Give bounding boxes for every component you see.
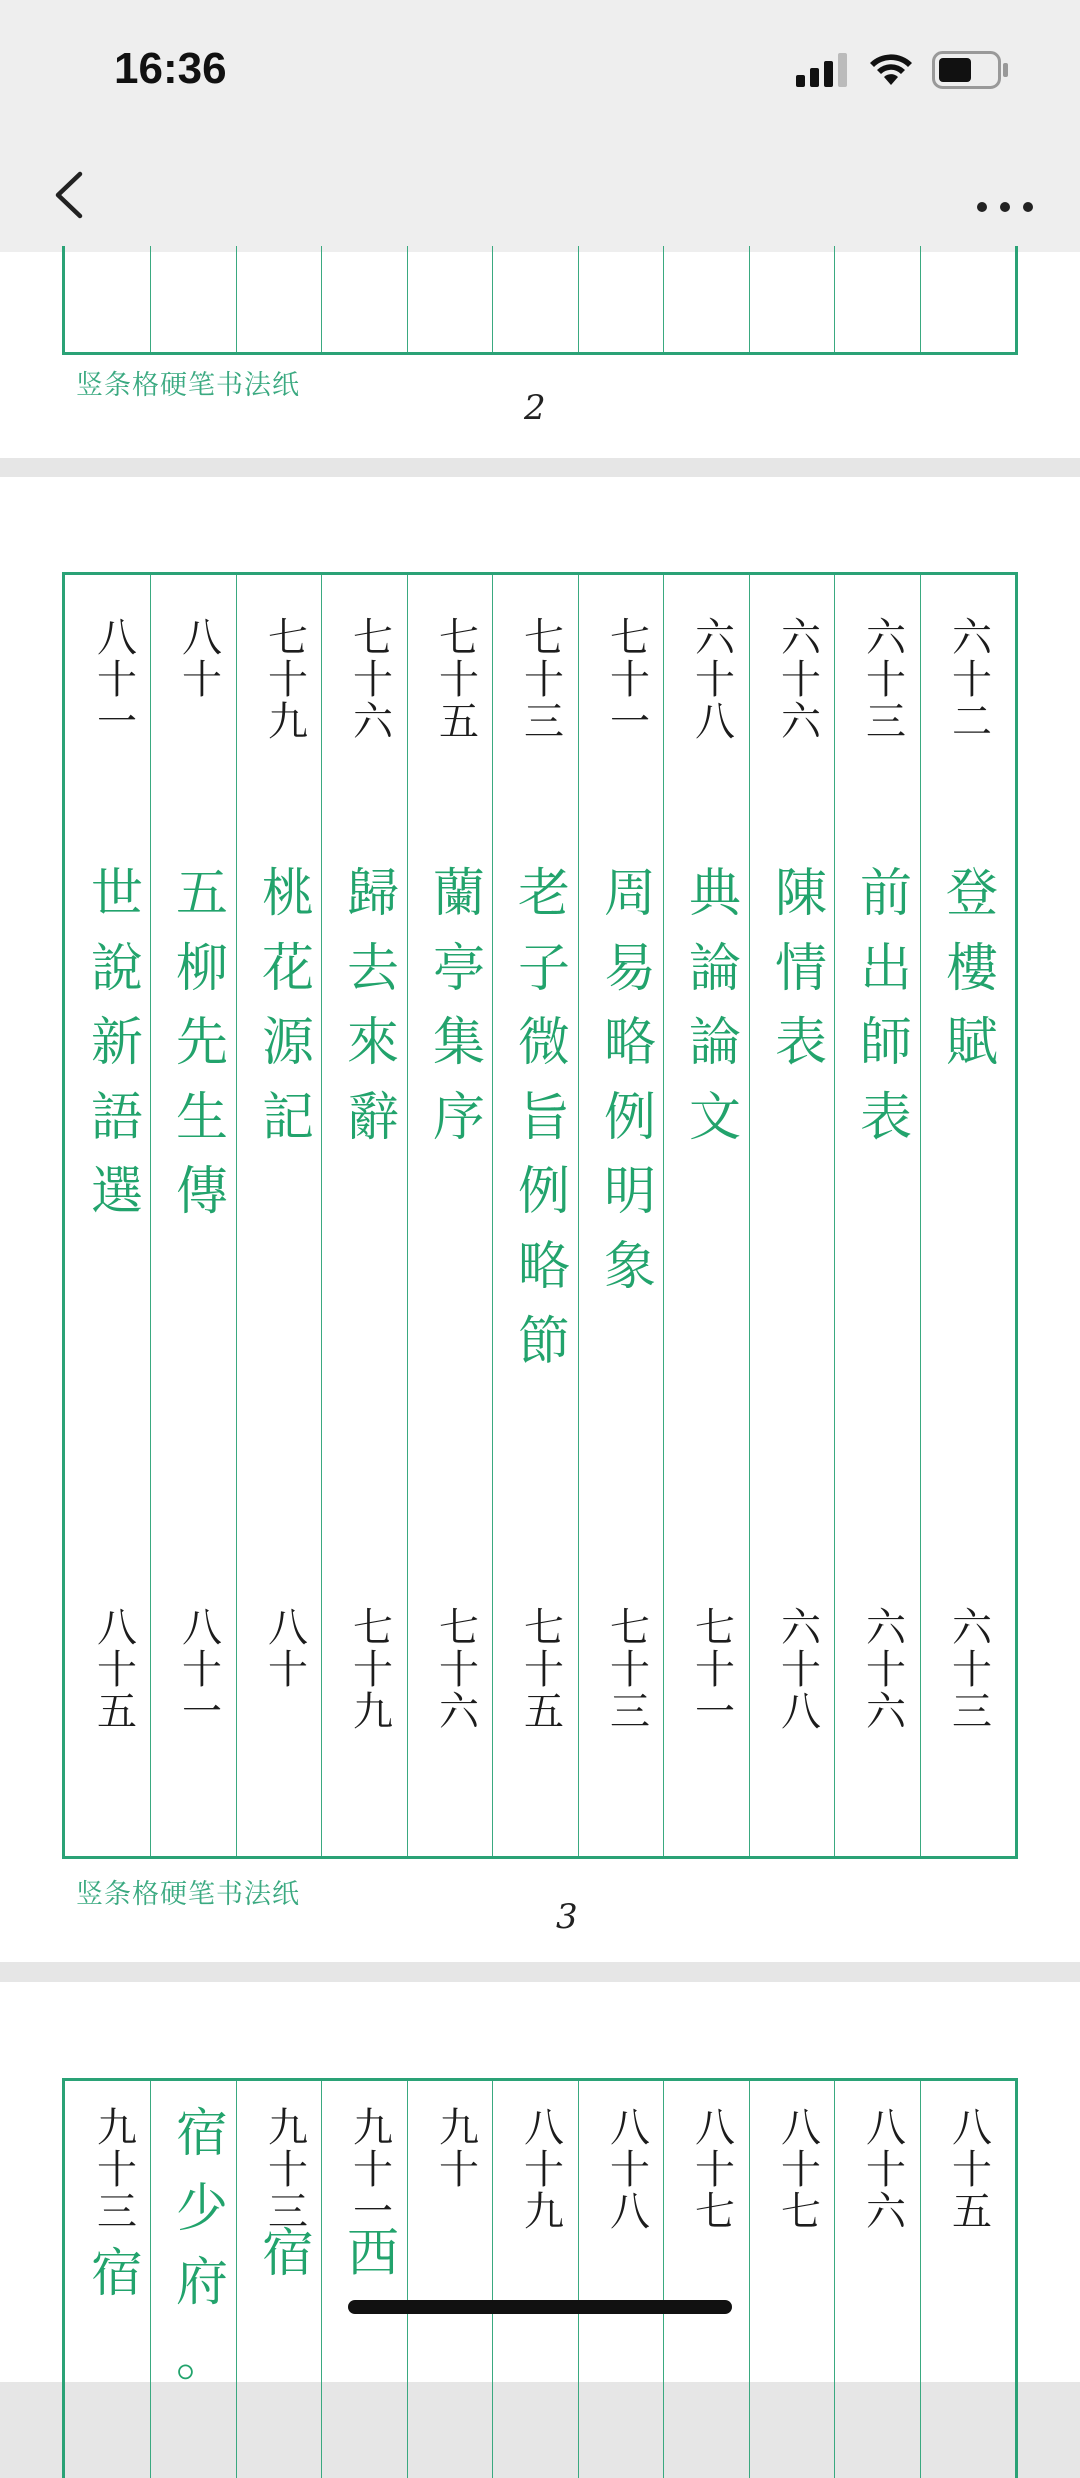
glyph: 集 <box>432 1013 485 1074</box>
entry-title <box>685 864 745 1165</box>
glyph: 七 <box>524 1605 564 1651</box>
back-chevron-icon[interactable] <box>40 160 110 230</box>
glyph: 略 <box>603 1013 656 1074</box>
glyph: 七 <box>439 1605 479 1651</box>
cellular-signal-icon <box>796 53 850 87</box>
entry-title <box>258 864 318 1165</box>
glyph: 十 <box>781 2147 821 2193</box>
glyph: 九 <box>353 2105 393 2151</box>
glyph: 八 <box>610 2189 650 2235</box>
glyph: 三 <box>97 2189 137 2235</box>
entry-page-start <box>771 617 831 743</box>
glyph: 八 <box>695 2105 735 2151</box>
more-options-icon[interactable] <box>970 160 1040 230</box>
glyph: 五 <box>952 2189 992 2235</box>
battery-icon <box>932 51 1010 89</box>
glyph: 八 <box>182 615 222 661</box>
entry-title <box>87 2244 147 2322</box>
entry-title <box>856 864 916 1165</box>
glyph: 旨 <box>517 1087 570 1148</box>
glyph: 八 <box>781 1689 821 1735</box>
entry-page-start <box>258 2107 318 2233</box>
glyph: 賦 <box>945 1013 998 1074</box>
page-2 <box>0 252 1080 458</box>
entry-page-start <box>172 617 232 701</box>
glyph: 象 <box>603 1236 656 1297</box>
glyph: 六 <box>353 699 393 745</box>
entry-page-start <box>514 617 574 743</box>
glyph: 十 <box>695 2147 735 2193</box>
glyph: 表 <box>859 1087 912 1148</box>
entry-title <box>600 864 660 1315</box>
glyph: 十 <box>952 1647 992 1693</box>
glyph: 九 <box>353 1689 393 1735</box>
glyph: 略 <box>517 1236 570 1297</box>
glyph: 十 <box>439 657 479 703</box>
glyph: 生 <box>175 1087 228 1148</box>
glyph: 十 <box>695 1647 735 1693</box>
wifi-icon <box>868 53 914 87</box>
glyph: 七 <box>695 2189 735 2235</box>
glyph: 情 <box>774 938 827 999</box>
glyph: 典 <box>688 864 741 924</box>
glyph: 宿 <box>90 2244 143 2304</box>
glyph: 去 <box>346 938 399 999</box>
entry-page-start <box>514 2107 574 2233</box>
glyph: 八 <box>695 699 735 745</box>
entry-page-end <box>172 1607 232 1733</box>
glyph: 論 <box>688 1013 741 1074</box>
glyph: 九 <box>268 699 308 745</box>
glyph: 七 <box>695 1605 735 1651</box>
glyph: 八 <box>268 1605 308 1651</box>
entry-page-start <box>685 617 745 743</box>
paper-label: 竖条格硬笔书法纸 <box>76 370 300 401</box>
glyph: 七 <box>524 615 564 661</box>
glyph: 十 <box>97 2147 137 2193</box>
glyph: 三 <box>610 1689 650 1735</box>
glyph: 六 <box>781 1605 821 1651</box>
glyph: 花 <box>261 938 314 999</box>
glyph: 十 <box>182 1647 222 1693</box>
entry-title <box>429 864 489 1165</box>
paper-label: 竖条格硬笔书法纸 <box>76 1879 300 1910</box>
glyph: 十 <box>268 657 308 703</box>
glyph: 例 <box>517 1162 570 1223</box>
glyph: 府 <box>175 2253 228 2314</box>
glyph: 七 <box>268 615 308 661</box>
glyph: 七 <box>781 2189 821 2235</box>
glyph: 十 <box>268 2147 308 2193</box>
glyph: 六 <box>866 615 906 661</box>
glyph: 二 <box>952 699 992 745</box>
glyph: 少 <box>175 2178 228 2239</box>
glyph: 十 <box>182 657 222 703</box>
entry-page-start <box>343 2107 403 2233</box>
glyph: 七 <box>610 1605 650 1651</box>
entry-title <box>172 2104 232 2405</box>
glyph: 一 <box>353 2189 393 2235</box>
entry-page-end <box>771 1607 831 1733</box>
glyph: 樓 <box>945 938 998 999</box>
page-number: 2 <box>524 388 546 428</box>
glyph: 六 <box>866 1689 906 1735</box>
glyph: 出 <box>859 938 912 999</box>
glyph: 五 <box>524 1689 564 1735</box>
glyph: 歸 <box>346 864 399 924</box>
entry-page-start <box>343 617 403 743</box>
glyph: 七 <box>353 1605 393 1651</box>
glyph: 五 <box>97 1689 137 1735</box>
glyph: 六 <box>781 615 821 661</box>
entry-page-start <box>942 2107 1002 2233</box>
glyph: 十 <box>952 2147 992 2193</box>
glyph: 登 <box>945 864 998 924</box>
entry-page-end <box>258 1607 318 1691</box>
page-3 <box>0 477 1080 1962</box>
glyph: 明 <box>603 1162 656 1223</box>
glyph: 周 <box>603 864 656 924</box>
glyph: 一 <box>610 699 650 745</box>
glyph: 文 <box>688 1087 741 1148</box>
glyph: 九 <box>268 2105 308 2151</box>
glyph: 十 <box>866 657 906 703</box>
glyph: 一 <box>97 699 137 745</box>
glyph: 八 <box>97 615 137 661</box>
glyph: 十 <box>695 657 735 703</box>
glyph: 五 <box>175 864 228 924</box>
entry-page-end <box>429 1607 489 1733</box>
glyph: 六 <box>952 615 992 661</box>
glyph: 八 <box>952 2105 992 2151</box>
glyph: 五 <box>439 699 479 745</box>
entry-page-start <box>600 2107 660 2233</box>
glyph: 十 <box>353 1647 393 1693</box>
glyph: 序 <box>432 1087 485 1148</box>
glyph: 十 <box>268 1647 308 1693</box>
glyph: 新 <box>90 1013 143 1074</box>
entry-page-start <box>429 2107 489 2191</box>
home-indicator[interactable] <box>348 2300 732 2314</box>
entry-page-end <box>600 1607 660 1733</box>
entry-title <box>942 864 1002 1091</box>
glyph: 十 <box>781 657 821 703</box>
glyph: 微 <box>517 1013 570 1074</box>
glyph: 十 <box>952 657 992 703</box>
glyph: 一 <box>695 1689 735 1735</box>
glyph: 六 <box>695 615 735 661</box>
entry-page-start <box>856 617 916 743</box>
glyph: 十 <box>524 1647 564 1693</box>
glyph: 十 <box>866 2147 906 2193</box>
glyph: 十 <box>781 1647 821 1693</box>
glyph: 六 <box>781 699 821 745</box>
glyph: 七 <box>353 615 393 661</box>
entry-page-end <box>942 1607 1002 1733</box>
glyph: 九 <box>439 2105 479 2151</box>
glyph: 選 <box>90 1162 143 1223</box>
glyph: 師 <box>859 1013 912 1074</box>
glyph: 。 <box>175 2327 228 2388</box>
glyph: 十 <box>866 1647 906 1693</box>
glyph: 八 <box>866 2105 906 2151</box>
glyph: 柳 <box>175 938 228 999</box>
entry-page-end <box>685 1607 745 1733</box>
glyph: 十 <box>97 1647 137 1693</box>
entry-title <box>514 864 574 1389</box>
glyph: 十 <box>610 2147 650 2193</box>
entry-page-start <box>600 617 660 743</box>
glyph: 桃 <box>261 864 314 924</box>
navigation-bar <box>0 140 1080 252</box>
entry-page-start <box>771 2107 831 2233</box>
glyph: 源 <box>261 1013 314 1074</box>
glyph: 十 <box>439 2147 479 2193</box>
entry-title <box>343 2224 403 2302</box>
glyph: 九 <box>524 2189 564 2235</box>
status-bar <box>0 0 1080 140</box>
entry-title <box>172 864 232 1240</box>
glyph: 老 <box>517 864 570 924</box>
glyph: 七 <box>439 615 479 661</box>
glyph: 前 <box>859 864 912 924</box>
glyph: 十 <box>524 657 564 703</box>
glyph: 傳 <box>175 1162 228 1223</box>
entry-title <box>87 864 147 1240</box>
glyph: 陳 <box>774 864 827 924</box>
glyph: 西 <box>346 2224 399 2284</box>
entry-page-end <box>856 1607 916 1733</box>
glyph: 八 <box>781 2105 821 2151</box>
glyph: 三 <box>268 2189 308 2235</box>
glyph: 論 <box>688 938 741 999</box>
glyph: 十 <box>97 657 137 703</box>
entry-title <box>258 2224 318 2302</box>
glyph: 一 <box>182 1689 222 1735</box>
glyph: 三 <box>952 1689 992 1735</box>
glyph: 八 <box>610 2105 650 2151</box>
glyph: 十 <box>353 2147 393 2193</box>
glyph: 八 <box>524 2105 564 2151</box>
glyph: 十 <box>610 1647 650 1693</box>
page-number: 3 <box>556 1897 578 1937</box>
glyph: 節 <box>517 1311 570 1372</box>
page-4 <box>0 1982 1080 2388</box>
glyph: 來 <box>346 1013 399 1074</box>
document-viewer[interactable] <box>0 252 1080 2388</box>
entry-page-start <box>942 617 1002 743</box>
glyph: 辭 <box>346 1087 399 1148</box>
entry-page-end <box>514 1607 574 1733</box>
entry-page-start <box>429 617 489 743</box>
entry-title <box>343 864 403 1165</box>
glyph: 三 <box>524 699 564 745</box>
entry-page-end <box>343 1607 403 1733</box>
glyph: 說 <box>90 938 143 999</box>
glyph: 易 <box>603 938 656 999</box>
glyph: 八 <box>97 1605 137 1651</box>
entry-page-start <box>87 617 147 743</box>
status-time: 16:36 <box>114 44 227 93</box>
glyph: 十 <box>524 2147 564 2193</box>
glyph: 十 <box>353 657 393 703</box>
glyph: 世 <box>90 864 143 924</box>
glyph: 記 <box>261 1087 314 1148</box>
glyph: 八 <box>182 1605 222 1651</box>
glyph: 九 <box>97 2105 137 2151</box>
entry-page-end <box>87 1607 147 1733</box>
glyph: 六 <box>952 1605 992 1651</box>
glyph: 七 <box>610 615 650 661</box>
entry-page-start <box>87 2107 147 2233</box>
glyph: 宿 <box>175 2104 228 2164</box>
glyph: 宿 <box>261 2224 314 2284</box>
glyph: 六 <box>866 2189 906 2235</box>
glyph: 六 <box>439 1689 479 1735</box>
glyph: 十 <box>439 1647 479 1693</box>
glyph: 子 <box>517 938 570 999</box>
entry-title <box>771 864 831 1091</box>
glyph: 六 <box>866 1605 906 1651</box>
page-2-grid <box>62 246 1018 355</box>
glyph: 表 <box>774 1013 827 1074</box>
entry-page-start <box>258 617 318 743</box>
glyph: 先 <box>175 1013 228 1074</box>
entry-page-start <box>856 2107 916 2233</box>
glyph: 亭 <box>432 938 485 999</box>
glyph: 語 <box>90 1087 143 1148</box>
status-icons <box>796 50 1010 90</box>
glyph: 蘭 <box>432 864 485 924</box>
glyph: 三 <box>866 699 906 745</box>
entry-page-start <box>685 2107 745 2233</box>
glyph: 例 <box>603 1087 656 1148</box>
glyph: 十 <box>610 657 650 703</box>
